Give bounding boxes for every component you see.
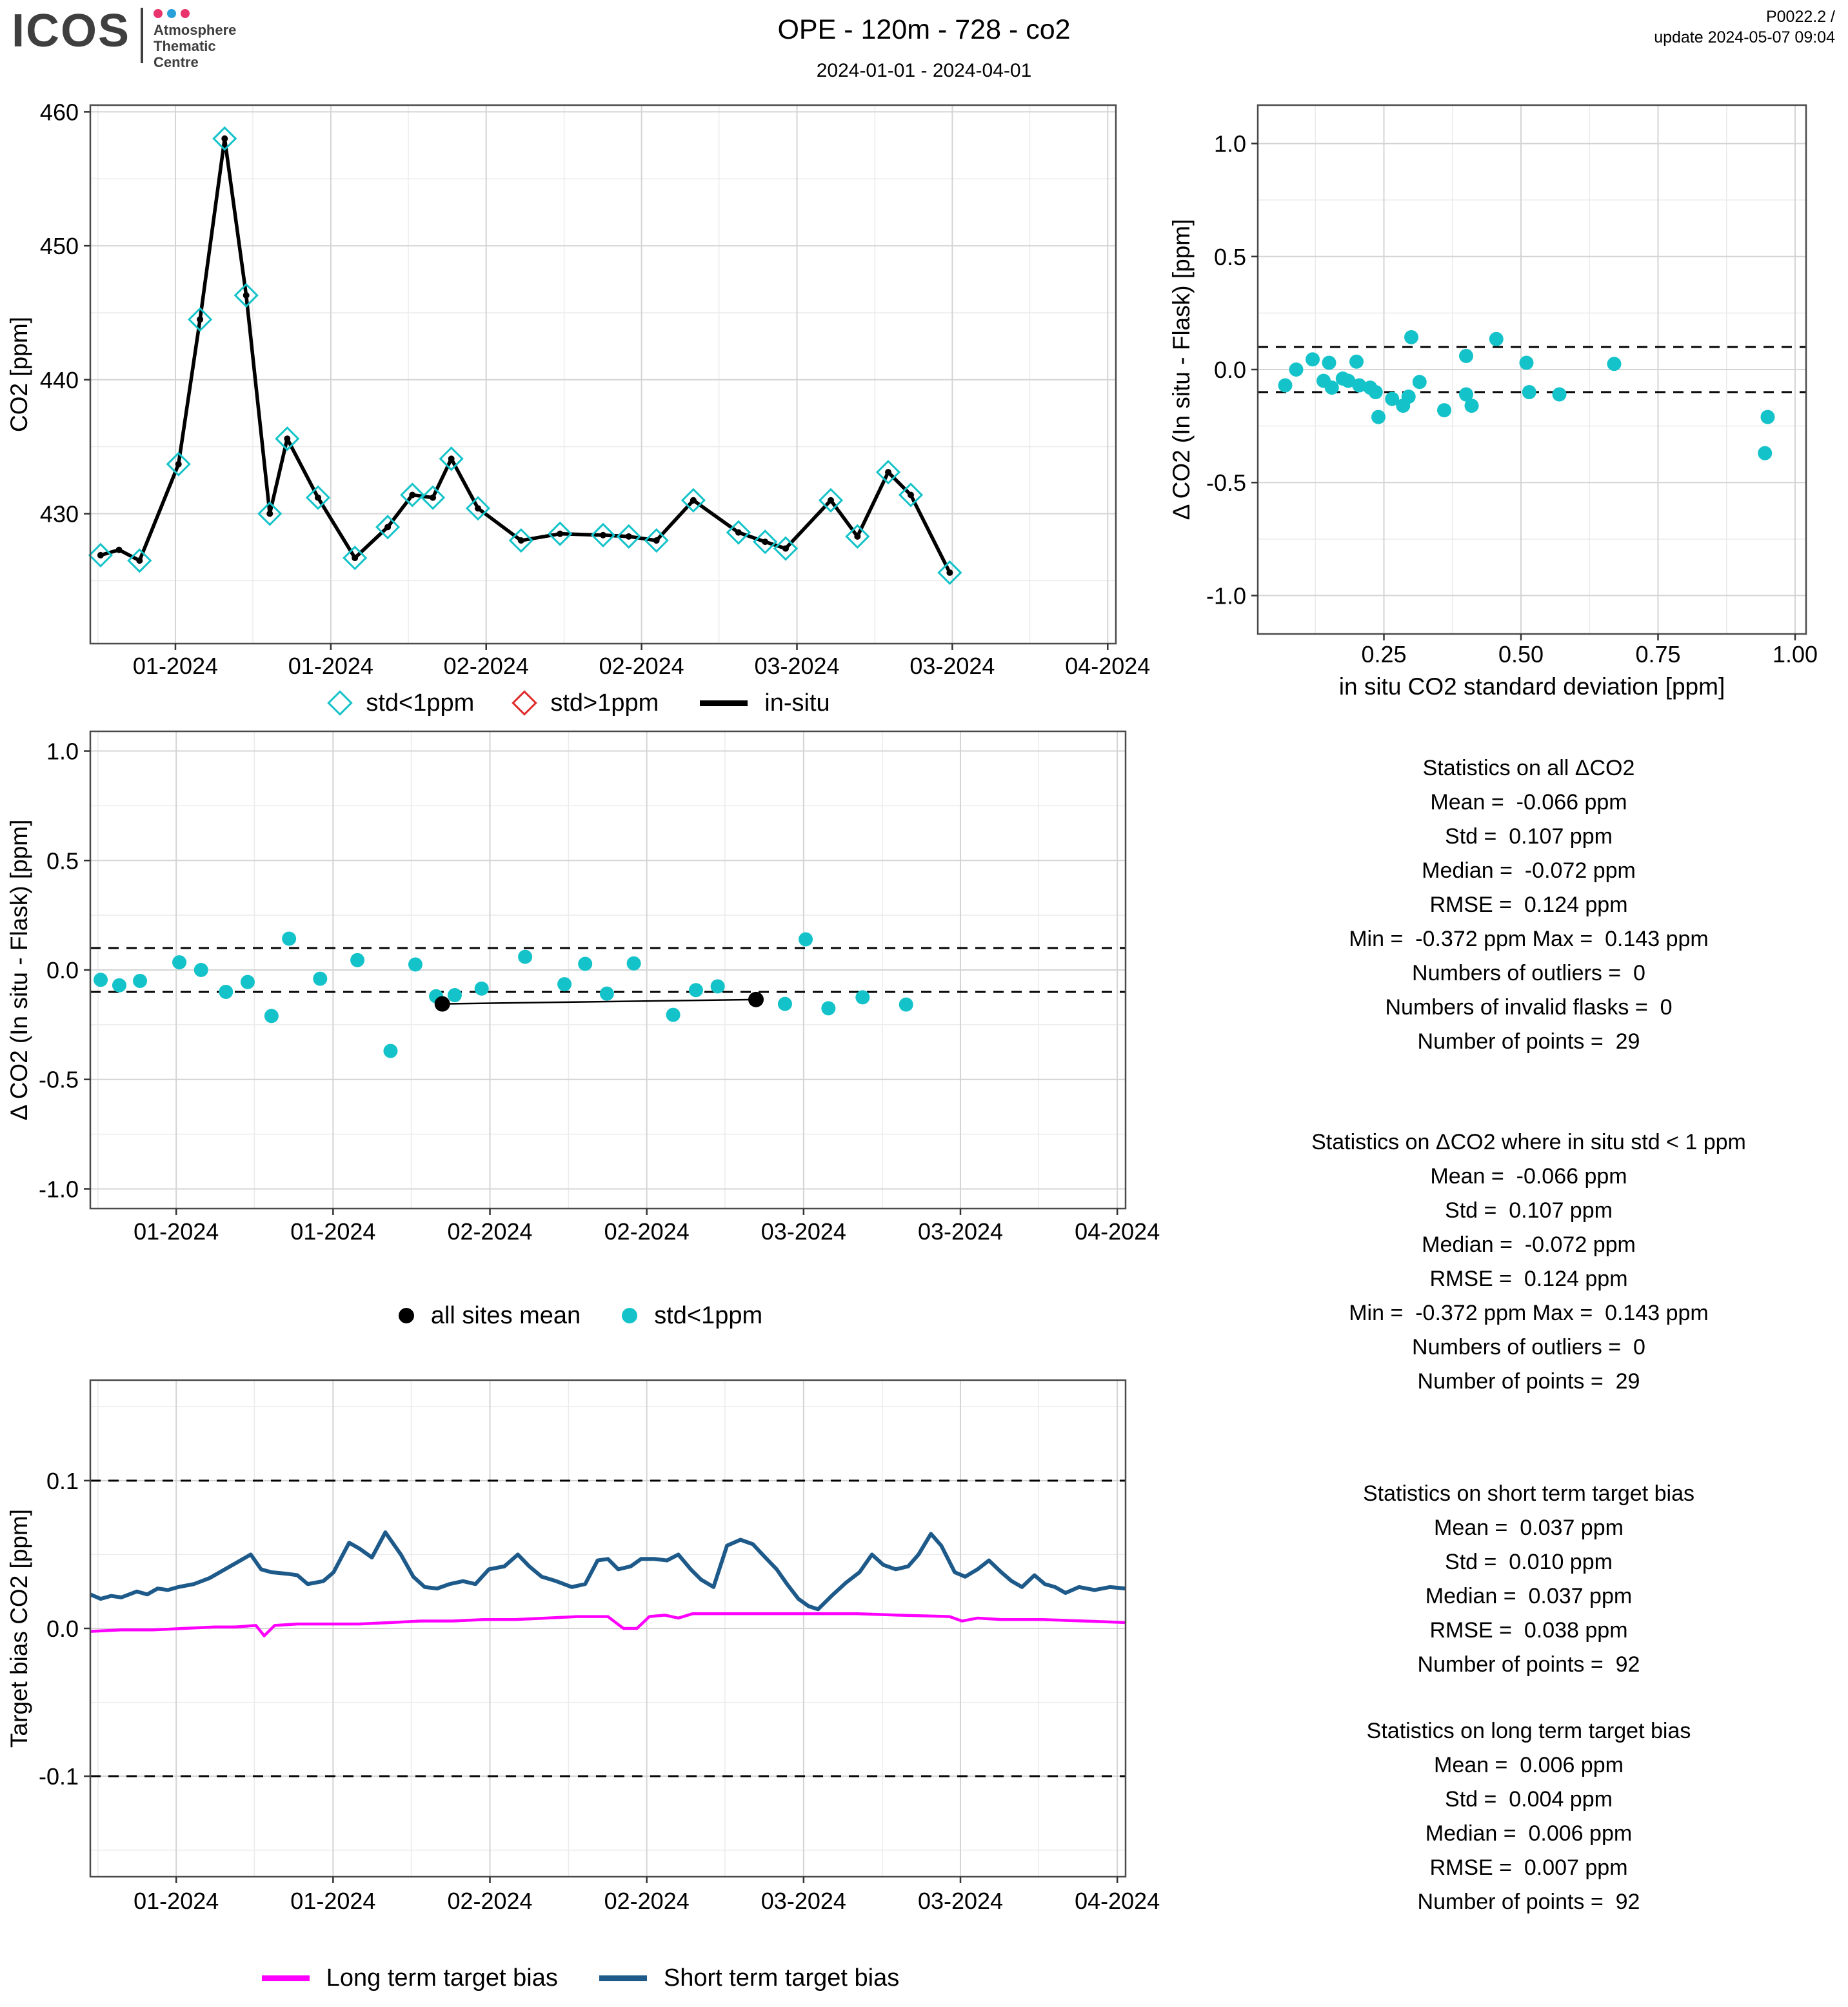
co2-timeseries-chart bbox=[0, 68, 1161, 687]
svg-text:04-2024: 04-2024 bbox=[1075, 1888, 1160, 1914]
svg-text:460: 460 bbox=[39, 99, 79, 126]
target-bias-chart-legend bbox=[0, 1957, 1161, 1999]
svg-text:02-2024: 02-2024 bbox=[604, 1888, 690, 1914]
stats-line: Std = 0.107 ppm bbox=[1445, 1198, 1613, 1223]
stats-block-title: Statistics on all ΔCO2 bbox=[1422, 756, 1635, 780]
page-title: OPE - 120m - 728 - co2 bbox=[777, 14, 1071, 45]
diamond-marker-icon bbox=[328, 690, 353, 716]
dot-marker-icon bbox=[622, 1308, 637, 1323]
stats-long-term-target-bias bbox=[1206, 1714, 1848, 1919]
stats-line: Number of points = 92 bbox=[1417, 1652, 1640, 1677]
legend-label: std<1ppm bbox=[366, 689, 475, 717]
stats-line: Number of points = 92 bbox=[1417, 1890, 1640, 1914]
stats-line: Min = -0.372 ppm Max = 0.143 ppm bbox=[1349, 927, 1709, 951]
svg-text:0.0: 0.0 bbox=[1213, 357, 1246, 383]
svg-text:CO2 [ppm]: CO2 [ppm] bbox=[6, 317, 32, 432]
version-update-stamp bbox=[1654, 6, 1835, 48]
legend-item bbox=[622, 1302, 762, 1330]
date-range: 2024-01-01 - 2024-04-01 bbox=[816, 60, 1032, 81]
delta-timeseries-chart bbox=[0, 725, 1161, 1292]
line-swatch-icon bbox=[262, 1975, 310, 1981]
stats-line: Median = -0.072 ppm bbox=[1422, 1232, 1636, 1257]
stats-line: Mean = -0.066 ppm bbox=[1430, 1164, 1627, 1189]
svg-text:04-2024: 04-2024 bbox=[1065, 653, 1151, 679]
stats-block-title: Statistics on short term target bias bbox=[1363, 1481, 1694, 1506]
svg-text:450: 450 bbox=[39, 233, 79, 260]
svg-text:440: 440 bbox=[39, 366, 79, 393]
legend-item bbox=[331, 689, 474, 717]
legend-item bbox=[262, 1964, 558, 1992]
dot-marker-icon bbox=[399, 1308, 414, 1323]
svg-text:01-2024: 01-2024 bbox=[290, 1218, 376, 1245]
legend-item bbox=[399, 1302, 581, 1330]
svg-text:1.0: 1.0 bbox=[46, 738, 79, 765]
stats-line: Numbers of invalid flasks = 0 bbox=[1385, 995, 1673, 1020]
svg-text:02-2024: 02-2024 bbox=[447, 1888, 533, 1914]
svg-text:02-2024: 02-2024 bbox=[447, 1218, 533, 1245]
svg-text:03-2024: 03-2024 bbox=[760, 1888, 846, 1914]
svg-text:0.50: 0.50 bbox=[1498, 641, 1544, 667]
svg-text:02-2024: 02-2024 bbox=[443, 653, 529, 679]
svg-text:430: 430 bbox=[39, 500, 79, 528]
stats-line: Median = 0.037 ppm bbox=[1425, 1584, 1633, 1608]
delta-chart-legend bbox=[0, 1295, 1161, 1336]
svg-text:0.25: 0.25 bbox=[1361, 641, 1407, 667]
svg-text:-1.0: -1.0 bbox=[1206, 582, 1246, 609]
svg-text:Target bias CO2 [ppm]: Target bias CO2 [ppm] bbox=[6, 1508, 32, 1748]
diamond-marker-icon bbox=[512, 690, 538, 716]
legend-item bbox=[700, 689, 830, 717]
line-swatch-icon bbox=[700, 700, 748, 706]
stats-line: RMSE = 0.038 ppm bbox=[1429, 1618, 1628, 1643]
delta-vs-std-scatter-chart bbox=[1161, 68, 1848, 719]
svg-text:1.0: 1.0 bbox=[1213, 130, 1246, 157]
svg-text:03-2024: 03-2024 bbox=[760, 1218, 846, 1245]
target-bias-chart bbox=[0, 1367, 1161, 1948]
stats-line: Mean = 0.006 ppm bbox=[1434, 1753, 1624, 1777]
svg-text:01-2024: 01-2024 bbox=[132, 653, 219, 679]
svg-text:1.00: 1.00 bbox=[1772, 641, 1818, 667]
update-timestamp: update 2024-05-07 09:04 bbox=[1654, 28, 1835, 46]
svg-text:02-2024: 02-2024 bbox=[599, 653, 684, 679]
stats-line: Mean = -0.066 ppm bbox=[1430, 790, 1627, 815]
stats-line: RMSE = 0.007 ppm bbox=[1429, 1855, 1628, 1880]
svg-text:-0.5: -0.5 bbox=[38, 1066, 79, 1093]
legend-label: in-situ bbox=[764, 689, 830, 717]
icos-brand-text: ICOS bbox=[12, 5, 131, 57]
svg-text:03-2024: 03-2024 bbox=[917, 1218, 1004, 1245]
svg-text:03-2024: 03-2024 bbox=[917, 1888, 1004, 1914]
svg-text:0.0: 0.0 bbox=[46, 1616, 79, 1642]
legend-item bbox=[515, 689, 659, 717]
stats-line: Std = 0.010 ppm bbox=[1445, 1550, 1613, 1574]
logo-org-line2: Thematic bbox=[154, 38, 216, 54]
stats-line: Median = -0.072 ppm bbox=[1422, 858, 1636, 883]
legend-label: Long term target bias bbox=[326, 1964, 558, 1992]
stats-line: Median = 0.006 ppm bbox=[1425, 1821, 1633, 1846]
svg-text:01-2024: 01-2024 bbox=[288, 653, 373, 679]
stats-line: Mean = 0.037 ppm bbox=[1434, 1516, 1624, 1540]
svg-text:Δ CO2 (In situ - Flask) [ppm]: Δ CO2 (In situ - Flask) [ppm] bbox=[1168, 219, 1195, 520]
stats-line: RMSE = 0.124 ppm bbox=[1429, 1267, 1628, 1291]
stats-line: Std = 0.107 ppm bbox=[1445, 824, 1613, 849]
logo-org-line3: Centre bbox=[154, 54, 199, 70]
svg-text:03-2024: 03-2024 bbox=[909, 653, 995, 679]
line-swatch-icon bbox=[599, 1975, 647, 1981]
product-version: P0022.2 / bbox=[1765, 8, 1835, 26]
svg-text:Δ CO2 (In situ - Flask) [ppm]: Δ CO2 (In situ - Flask) [ppm] bbox=[6, 819, 32, 1121]
stats-line: Numbers of outliers = 0 bbox=[1412, 1335, 1645, 1359]
svg-text:01-2024: 01-2024 bbox=[290, 1888, 376, 1914]
svg-text:0.5: 0.5 bbox=[1213, 243, 1246, 270]
svg-text:04-2024: 04-2024 bbox=[1075, 1218, 1160, 1245]
svg-text:-0.1: -0.1 bbox=[38, 1763, 79, 1790]
svg-text:01-2024: 01-2024 bbox=[134, 1218, 219, 1245]
stats-all-delta-co2 bbox=[1206, 751, 1848, 1059]
svg-text:02-2024: 02-2024 bbox=[604, 1218, 690, 1245]
stats-line: RMSE = 0.124 ppm bbox=[1429, 893, 1628, 917]
stats-delta-co2-std-lt-1ppm bbox=[1206, 1125, 1848, 1399]
legend-label: all sites mean bbox=[430, 1301, 581, 1329]
svg-text:0.1: 0.1 bbox=[46, 1467, 79, 1494]
svg-text:0.75: 0.75 bbox=[1635, 641, 1681, 667]
stats-line: Number of points = 29 bbox=[1417, 1029, 1640, 1054]
logo-org-line1: Atmosphere bbox=[154, 22, 237, 38]
legend-label: Short term target bias bbox=[663, 1964, 900, 1992]
stats-short-term-target-bias bbox=[1206, 1477, 1848, 1682]
legend-label: std>1ppm bbox=[550, 689, 659, 717]
svg-text:in situ CO2 standard deviation: in situ CO2 standard deviation [ppm] bbox=[1338, 673, 1725, 700]
stats-line: Numbers of outliers = 0 bbox=[1412, 961, 1645, 985]
svg-text:01-2024: 01-2024 bbox=[134, 1888, 219, 1914]
stats-block-title: Statistics on ΔCO2 where in situ std < 1 ppm bbox=[1311, 1130, 1746, 1154]
svg-text:03-2024: 03-2024 bbox=[754, 653, 840, 679]
co2-chart-legend bbox=[0, 682, 1161, 724]
legend-label: std<1ppm bbox=[654, 1301, 763, 1329]
legend-item bbox=[599, 1964, 899, 1992]
stats-line: Min = -0.372 ppm Max = 0.143 ppm bbox=[1349, 1301, 1709, 1325]
stats-line: Number of points = 29 bbox=[1417, 1369, 1640, 1394]
stats-block-title: Statistics on long term target bias bbox=[1366, 1719, 1691, 1743]
svg-text:0.5: 0.5 bbox=[46, 847, 79, 875]
svg-text:-1.0: -1.0 bbox=[38, 1176, 79, 1203]
svg-text:-0.5: -0.5 bbox=[1206, 470, 1246, 497]
svg-text:0.0: 0.0 bbox=[46, 957, 79, 984]
stats-line: Std = 0.004 ppm bbox=[1445, 1787, 1613, 1812]
